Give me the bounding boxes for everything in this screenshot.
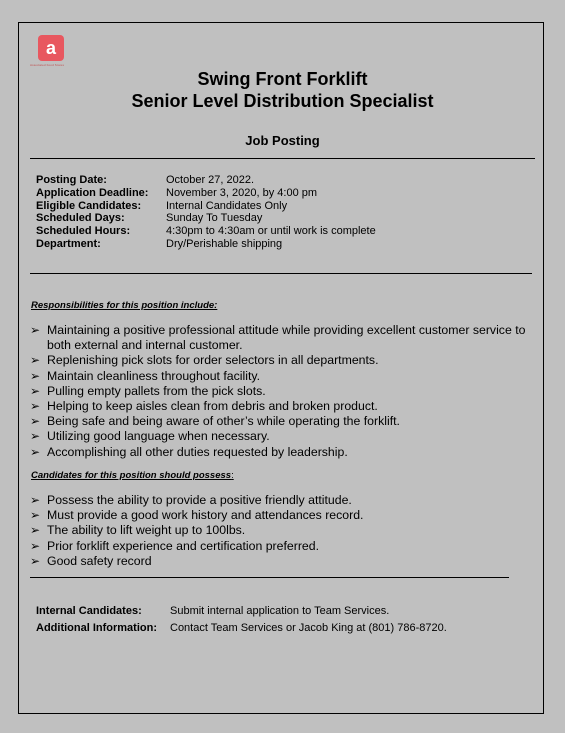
qualifications-heading-text: Candidates for this position should possess xyxy=(31,470,232,481)
arrow-bullet-icon: ➢ xyxy=(30,399,41,414)
detail-label: Application Deadline: xyxy=(36,186,149,199)
list-item-text: Maintaining a positive professional attitude while providing excellent customer service to both external and internal customer. xyxy=(47,323,526,353)
list-item-text: Replenishing pick slots for order selectors in all departments. xyxy=(47,353,379,368)
list-item xyxy=(30,493,540,508)
divider xyxy=(30,273,532,274)
list-item xyxy=(30,399,540,414)
detail-label: Scheduled Hours: xyxy=(36,225,131,238)
detail-label: Scheduled Days: xyxy=(36,212,125,225)
logo-letter: a xyxy=(45,38,56,58)
heading-colon: : xyxy=(231,470,234,481)
logo-tagline: Associated Food Stores xyxy=(30,63,65,67)
detail-row xyxy=(36,225,376,238)
detail-row xyxy=(36,200,376,213)
detail-label: Posting Date: xyxy=(36,174,107,186)
detail-value: November 3, 2020, by 4:00 pm xyxy=(166,186,318,199)
arrow-bullet-icon: ➢ xyxy=(30,353,41,368)
list-item xyxy=(30,353,540,368)
list-item-text: Good safety record xyxy=(47,553,152,568)
posting-details xyxy=(36,174,376,251)
list-item-text: Maintain cleanliness throughout facility. xyxy=(47,368,261,383)
company-logo xyxy=(38,35,64,61)
internal-candidates-label: Internal Candidates: xyxy=(36,605,142,617)
footer-row xyxy=(36,620,447,637)
list-item xyxy=(30,523,540,538)
detail-value: 4:30pm to 4:30am or until work is complete xyxy=(166,225,376,238)
list-item-text: The ability to lift weight up to 100lbs. xyxy=(47,523,246,538)
list-item-text: Must provide a good work history and attendances record. xyxy=(47,508,364,523)
divider xyxy=(30,158,535,159)
arrow-bullet-icon: ➢ xyxy=(30,368,41,383)
detail-row xyxy=(36,212,376,225)
list-item xyxy=(30,445,540,460)
detail-row xyxy=(36,187,376,200)
list-item xyxy=(30,429,540,444)
job-title: Swing Front Forklift xyxy=(197,69,368,89)
detail-value: Internal Candidates Only xyxy=(166,199,288,212)
list-item-text: Utilizing good language when necessary. xyxy=(47,429,270,444)
responsibilities-list xyxy=(30,323,540,460)
list-item-text: Prior forklift experience and certification preferred. xyxy=(47,538,320,553)
list-item xyxy=(30,539,540,554)
additional-info-value: Contact Team Services or Jacob King at (801) 786-8720. xyxy=(170,622,447,634)
list-item xyxy=(30,508,540,523)
qualifications-heading xyxy=(31,470,234,481)
divider xyxy=(30,577,509,578)
internal-candidates-value: Submit internal application to Team Services. xyxy=(170,605,390,617)
responsibilities-heading: Responsibilities for this position include: xyxy=(31,300,218,311)
job-subtitle: Senior Level Distribution Specialist xyxy=(131,91,434,111)
arrow-bullet-icon: ➢ xyxy=(30,444,41,459)
posting-label: Job Posting xyxy=(245,133,320,148)
detail-value: Sunday To Tuesday xyxy=(166,212,263,225)
arrow-bullet-icon: ➢ xyxy=(30,508,41,523)
list-item-text: Possess the ability to provide a positive friendly attitude. xyxy=(47,493,352,507)
list-item xyxy=(30,384,540,399)
arrow-bullet-icon: ➢ xyxy=(30,383,41,398)
detail-row xyxy=(36,174,376,187)
detail-row xyxy=(36,238,376,251)
list-item xyxy=(30,369,540,384)
arrow-bullet-icon: ➢ xyxy=(30,523,41,538)
list-item-text: Pulling empty pallets from the pick slots. xyxy=(47,383,266,398)
list-item xyxy=(30,554,540,569)
detail-label: Department: xyxy=(36,237,101,250)
arrow-bullet-icon: ➢ xyxy=(30,323,41,337)
arrow-bullet-icon: ➢ xyxy=(30,414,41,429)
arrow-bullet-icon: ➢ xyxy=(30,429,41,444)
detail-label: Eligible Candidates: xyxy=(36,199,142,212)
arrow-bullet-icon: ➢ xyxy=(30,538,41,553)
detail-value: Dry/Perishable shipping xyxy=(166,237,283,250)
detail-value: October 27, 2022. xyxy=(166,174,255,186)
list-item-text: Accomplishing all other duties requested by leadership. xyxy=(47,444,348,459)
list-item xyxy=(30,323,540,353)
list-item-text: Being safe and being aware of other’s while operating the forklift. xyxy=(47,414,400,429)
arrow-bullet-icon: ➢ xyxy=(30,493,41,507)
qualifications-list xyxy=(30,493,540,569)
list-item-text: Helping to keep aisles clean from debris and broken product. xyxy=(47,399,378,414)
additional-info-label: Additional Information: xyxy=(36,622,157,634)
list-item xyxy=(30,414,540,429)
footer-info xyxy=(36,603,447,637)
arrow-bullet-icon: ➢ xyxy=(30,553,41,568)
footer-row xyxy=(36,603,447,620)
